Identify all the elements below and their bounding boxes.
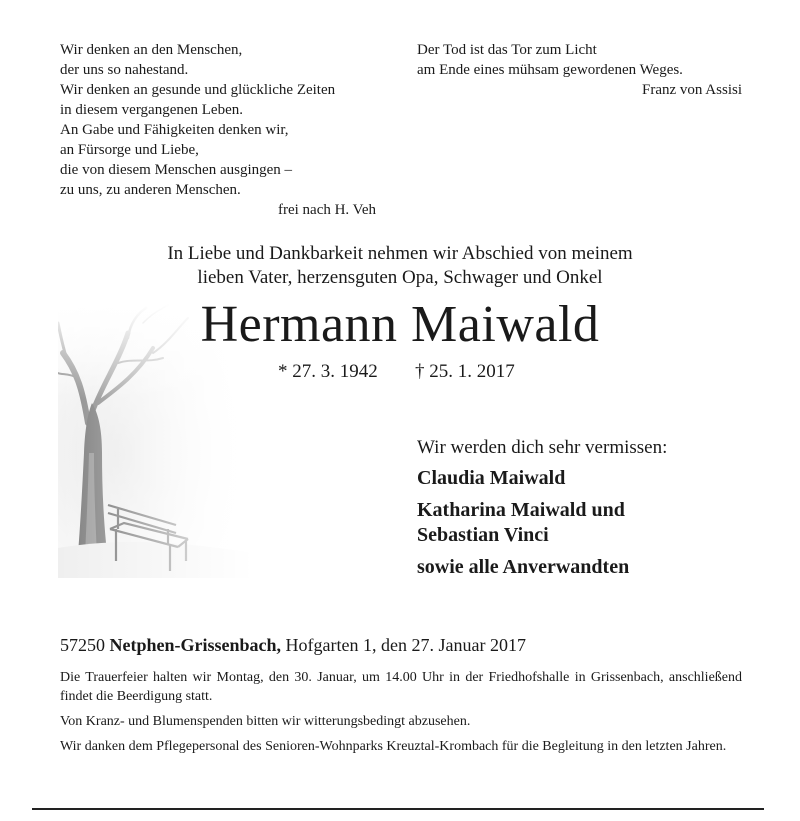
intro-text xyxy=(80,242,720,290)
poem-right-line: Der Tod ist das Tor zum Licht xyxy=(417,42,597,58)
poem-left xyxy=(60,40,376,220)
missed-text: Wir werden dich sehr vermissen: xyxy=(417,437,668,458)
address-rest: Hofgarten 1, den 27. Januar 2017 xyxy=(285,635,526,655)
birth-date: * 27. 3. 1942 xyxy=(278,361,378,382)
poem-left-line: Wir denken an den Menschen, xyxy=(60,42,243,58)
intro-line: In Liebe und Dankbarkeit nehmen wir Abschied von meinem xyxy=(167,243,633,264)
note-paragraph: Wir danken dem Pflegepersonal des Senioren-Wohnparks Kreuztal-Krombach für die Begleitung in den letzten Jahren. xyxy=(60,739,727,754)
deceased-name: Hermann Maiwald xyxy=(200,296,600,353)
notes xyxy=(60,668,742,762)
poem-right xyxy=(417,40,742,100)
intro-line: lieben Vater, herzensguten Opa, Schwager und Onkel xyxy=(197,267,603,288)
mourner-name: Katharina Maiwald und xyxy=(417,499,625,521)
poem-left-line: zu uns, zu anderen Menschen. xyxy=(60,182,241,198)
poem-right-credit: Franz von Assisi xyxy=(641,82,742,98)
mourner-name: Sebastian Vinci xyxy=(417,524,549,546)
mourner-name: sowie alle Anverwandten xyxy=(417,556,630,578)
poem-left-line: Wir denken an gesunde und glückliche Zeiten xyxy=(60,82,336,98)
mourners-block xyxy=(417,436,757,580)
note-paragraph: Die Trauerfeier halten wir Montag, den 30. Januar, um 14.00 Uhr in der Friedhofshalle in Grissenbach, anschließend findet die Beerdigung statt. xyxy=(60,670,742,704)
mourner-name: Claudia Maiwald xyxy=(417,467,566,489)
address-line xyxy=(60,633,760,657)
note-paragraph: Von Kranz- und Blumenspenden bitten wir witterungsbedingt abzusehen. xyxy=(60,714,471,729)
poem-left-line: an Fürsorge und Liebe, xyxy=(60,142,199,158)
death-date: † 25. 1. 2017 xyxy=(415,361,515,382)
poem-left-line: An Gabe und Fähigkeiten denken wir, xyxy=(60,122,289,138)
poem-left-credit: frei nach H. Veh xyxy=(277,202,376,218)
poem-left-line: die von diesem Menschen ausgingen – xyxy=(60,162,293,178)
poem-right-line: am Ende eines mühsam gewordenen Weges. xyxy=(417,62,683,78)
poem-left-line: der uns so nahestand. xyxy=(60,62,189,78)
address-town: Netphen-Grissenbach, xyxy=(109,635,282,655)
poem-left-line: in diesem vergangenen Leben. xyxy=(60,102,243,118)
address-postcode: 57250 xyxy=(60,635,105,655)
